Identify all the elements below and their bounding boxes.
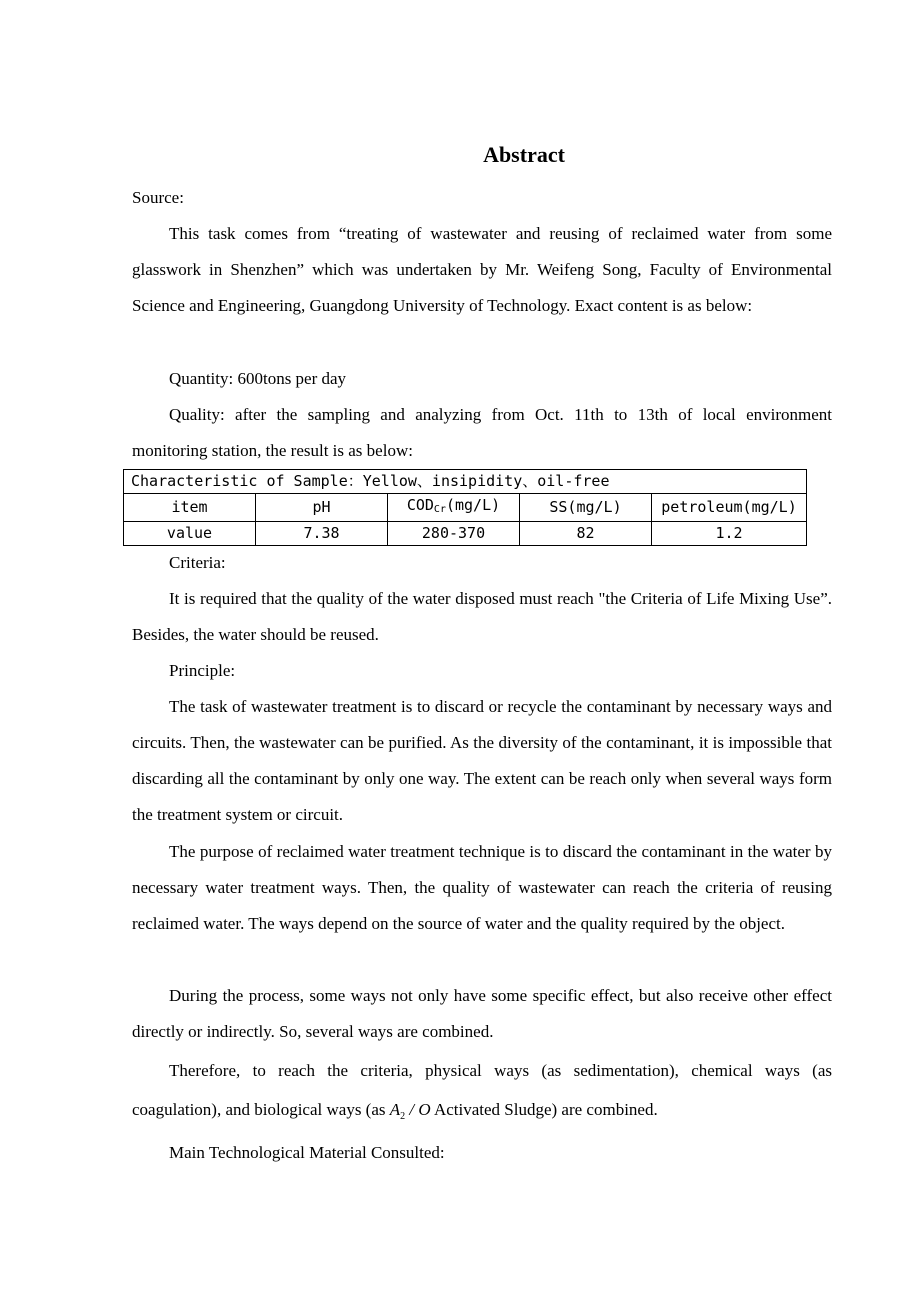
header-cod (388, 494, 520, 522)
source-paragraph: This task comes from “treating of wastewater and reusing of reclaimed water from some glasswork in Shenzhen” which was undertaken by Mr. Weifeng Song, Faculty of Environmental Science and Engineering, Guangdong University of Technology. Exact content is as below: (132, 224, 832, 315)
therefore-paragraph (132, 1051, 832, 1136)
cod-subscript: Cr (433, 504, 446, 515)
header-item: item (124, 494, 256, 522)
value-label: value (124, 522, 256, 546)
principle-paragraph-2: The purpose of reclaimed water treatment technique is to discard the contaminant in the water by necessary water treatment ways. Then, the quality of wastewater can reach the criteria of reusing reclaimed water. The ways depend on the source of water and the quality required by the object. (132, 842, 832, 933)
therefore-text-end: Activated Sludge) are combined. (430, 1100, 658, 1119)
cod-unit: (mg/L) (445, 496, 501, 514)
formula-a2o (389, 1100, 431, 1122)
formula-rest: / O (405, 1100, 431, 1119)
value-petroleum: 1.2 (652, 522, 807, 546)
source-label: Source: (132, 188, 184, 207)
quantity-paragraph: Quantity: 600tons per day (169, 369, 347, 388)
criteria-label: Criteria: (169, 553, 226, 572)
formula-subscript: 2 (400, 1111, 406, 1122)
principle-paragraph-1: The task of wastewater treatment is to discard or recycle the contaminant by necessary ways and circuits. Then, the wastewater can be purified. As the diversity of the contaminant, it is impossible that discarding all the contaminant by only one way. The extent can be reach only when several ways form the treatment system or circuit. (132, 697, 832, 824)
header-petroleum: petroleum(mg/L) (652, 494, 807, 522)
principle-paragraph-3: During the process, some ways not only have some specific effect, but also receive other effect directly or indirectly. So, several ways are combined. (132, 986, 832, 1041)
cod-main: COD (406, 496, 434, 514)
table-row (124, 522, 807, 546)
header-ph: pH (256, 494, 388, 522)
material-label: Main Technological Material Consulted: (169, 1143, 445, 1162)
principle-label: Principle: (169, 661, 236, 680)
value-ph: 7.38 (256, 522, 388, 546)
value-ss: 82 (520, 522, 652, 546)
quality-paragraph: Quality: after the sampling and analyzing from Oct. 11th to 13th of local environment monitoring station, the result is as below: (132, 405, 832, 460)
therefore-text-start: Therefore, to reach the criteria, physical ways (as sedimentation), chemical ways (as coagulation), and biological ways (as (132, 1061, 832, 1119)
page-title: Abstract (483, 142, 565, 167)
sample-table (123, 469, 807, 546)
header-ss: SS(mg/L) (520, 494, 652, 522)
table-header-row (124, 494, 807, 522)
table-caption: Characteristic of Sample：Yellow、insipidity、oil-free (124, 470, 807, 494)
formula-a: A (389, 1100, 401, 1119)
criteria-paragraph: It is required that the quality of the water disposed must reach "the Criteria of Life Mixing Use”. Besides, the water should be reused. (132, 589, 832, 644)
value-cod: 280-370 (388, 522, 520, 546)
table-caption-row (124, 470, 807, 494)
